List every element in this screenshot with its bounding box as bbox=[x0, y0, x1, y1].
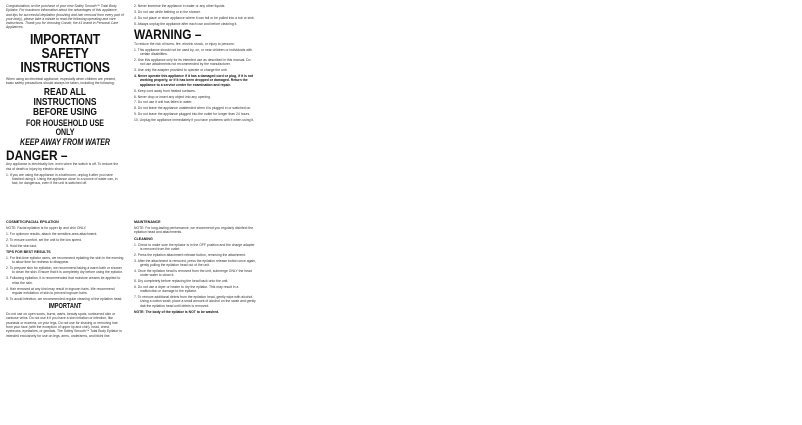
safety-item: 2. Never immerse the appliance in water or any other liquids. bbox=[134, 4, 226, 8]
cleaning-item: 7. To remove additional debris from the epilation head, gently wipe with alcohol. Using a cotton swab, place a small amount of alcohol on the swab and gently dab the epilation head until debris is removed. bbox=[134, 295, 256, 308]
col-maintenance bbox=[134, 218, 256, 316]
cosmetic-item: 2. To ensure comfort, set the unit to the low speed. bbox=[6, 237, 82, 242]
danger-body: Any appliance is electrically live, even when the switch is off. To reduce the risk of death or injury by electric shock: bbox=[6, 162, 119, 171]
warning-item: 6. Never drop or insert any object into any opening. bbox=[134, 94, 211, 99]
safety-item: 5. Always unplug the appliance after each use and before cleaning it. bbox=[134, 21, 238, 26]
warning-item: 5. Keep cord away from heated surfaces. bbox=[134, 88, 196, 93]
tips-list bbox=[6, 256, 124, 301]
read-all-heading: READ ALL INSTRUCTIONS BEFORE USING bbox=[33, 86, 97, 119]
warning-item: 9. Do not leave the appliance plugged into the outlet for longer than 24 hours. bbox=[134, 112, 251, 117]
tip-item: 1. For first-time epilator users, we recommend epilating the skin in the evening to allow time for redness to disappear. bbox=[6, 255, 124, 265]
warning-item: 2. Use this appliance only for its intended use as described in this manual. Do not use attachments not recommended by the manufacturer. bbox=[134, 58, 251, 67]
tips-heading: TIPS FOR BEST RESULTS bbox=[6, 249, 51, 254]
important-heading: IMPORTANT bbox=[48, 303, 82, 311]
tip-item: 3. Following epilation, it is recommended that moisture creams be applied to relax the skin. bbox=[6, 276, 121, 285]
cleaning-note: NOTE: The body of the epilator is NOT to be washed. bbox=[134, 309, 220, 314]
warning-label: WARNING – bbox=[134, 25, 202, 42]
cleaning-heading: CLEANING bbox=[134, 236, 153, 241]
cleaning-item: 2. Press the epilation attachment release button, removing the attachment. bbox=[134, 252, 246, 257]
col-warnings bbox=[134, 4, 256, 124]
cosmetic-list bbox=[6, 232, 124, 248]
cleaning-item: 4. Once the epilation head is removed from the unit, submerge ONLY the head under water to clean it. bbox=[134, 268, 252, 278]
danger-label: DANGER – bbox=[6, 147, 68, 164]
warning-list bbox=[134, 48, 256, 123]
cosmetic-heading: COSMETIC/FACIAL EPILATION bbox=[6, 220, 59, 224]
warning-item: 10. Unplug the appliance immediately if you have problems with it when using it. bbox=[134, 118, 255, 123]
tip-item: 4. Hair removed at any kind may result in ingrown hairs. We recommend regular exfoliation of skin to prevent ingrown hairs. bbox=[6, 286, 115, 295]
danger-item: 1. If you are using the appliance in a bathroom, unplug it after you have finished using it. Using the appliance close to a source of water can, in fact, be dangerous, even if the unit is switched off. bbox=[6, 172, 118, 186]
col-cosmetic bbox=[6, 218, 124, 339]
cleaning-list bbox=[134, 243, 256, 308]
keep-away-heading: KEEP AWAY FROM WATER bbox=[20, 137, 110, 148]
cleaning-item: 3. After the attachment is removed, press the epilation release button once again, gently pulling the epilation head out of the unit. bbox=[134, 258, 256, 267]
danger-list bbox=[6, 173, 124, 186]
warning-body: To reduce the risk of burns, fire, electric shock, or injury to persons: bbox=[134, 41, 235, 46]
warning-item: 4. Never operate this appliance if it has a damaged cord or plug, if it is not working properly, or if it has been dropped or damaged. Return the appliance to a service center for examination and repair. bbox=[134, 74, 254, 87]
tip-item: 5. To avoid infection, we recommended regular cleaning of the epilation head. bbox=[6, 296, 123, 301]
maintenance-heading: MAINTENANCE bbox=[134, 220, 161, 224]
safety-item: 4. Do not place or store appliance where it can fall or be pulled into a tub or sink. bbox=[134, 15, 255, 20]
col-intro-safety bbox=[6, 4, 124, 187]
safety-title: IMPORTANT SAFETY INSTRUCTIONS bbox=[20, 30, 110, 76]
warning-item: 8. Do not leave the appliance unattended when it is plugged in or switched on. bbox=[134, 106, 252, 111]
cosmetic-note: NOTE: Facial epilation is for upper lip and chin ONLY. bbox=[6, 226, 87, 230]
safety-item: 3. Do not use while bathing or in the shower. bbox=[134, 9, 201, 14]
safety-list-cont bbox=[134, 4, 256, 26]
intro-text: Congratulations on the purchase of your new Satiny Smooth™ Total Body Epilator. For maximum information about the advantages of this appliance, and tips for successful depilation (brushing and hair removal from every part of your body), please take a minute to read the following operating and care instructions. Thank you for choosing Conair, the #1 brand in Personal Care Appliances. bbox=[6, 4, 124, 30]
safety-body: When using an electrical appliance, especially when children are present, basic safety precautions should always be taken, including the following: bbox=[6, 76, 117, 86]
cosmetic-item: 1. For optimum results, attach the sensitive-area attachment. bbox=[6, 231, 98, 236]
warning-item: 3. Use only the adapter provided to operate or charge the unit. bbox=[134, 68, 228, 73]
warning-item: 7. Do not use it unit has fallen in water. bbox=[134, 100, 193, 105]
cleaning-item: 6. Do not use a dryer or heater to dry the epilator. This may result in a malfunction or damage to the epilator. bbox=[134, 284, 239, 294]
cleaning-item: 1. Check to make sure the epilator is in the OFF position and the charge adapter is removed from the outlet. bbox=[134, 242, 255, 251]
important-body: Do not use on open sores, burns, warts, beauty spots, sunburned skin or varicose veins. Do not use it if you have a skin irritation or infection, like psoriasis or eczema, on your legs. Do not use for shaving or removing hair from your face (with the exception of upper lip and chin), head, chest, eyebrows, eyelashes, or genitals. The Satiny Smooth™ Total Body Epilator is intended exclusively for use on legs, arms, underarms, and bikini line. bbox=[6, 312, 122, 338]
cosmetic-item: 3. Hold the skin taut. bbox=[6, 243, 37, 248]
cleaning-item: 5. Dry completely before replacing the head back onto the unit. bbox=[134, 279, 229, 284]
warning-item: 1. This appliance should not be used by, on, or near children or individuals with certain disabilities. bbox=[134, 47, 253, 57]
tip-item: 2. To prepare skin for epilation, we recommend taking a warm bath or shower to clean the skin. Ensure that it is completely dry before using the epilator. bbox=[6, 266, 123, 275]
maintenance-note: NOTE: For long-lasting performance, we recommend you regularly disinfect the epilation head and attachments. bbox=[134, 226, 254, 235]
household-heading: FOR HOUSEHOLD USE ONLY bbox=[25, 118, 104, 138]
